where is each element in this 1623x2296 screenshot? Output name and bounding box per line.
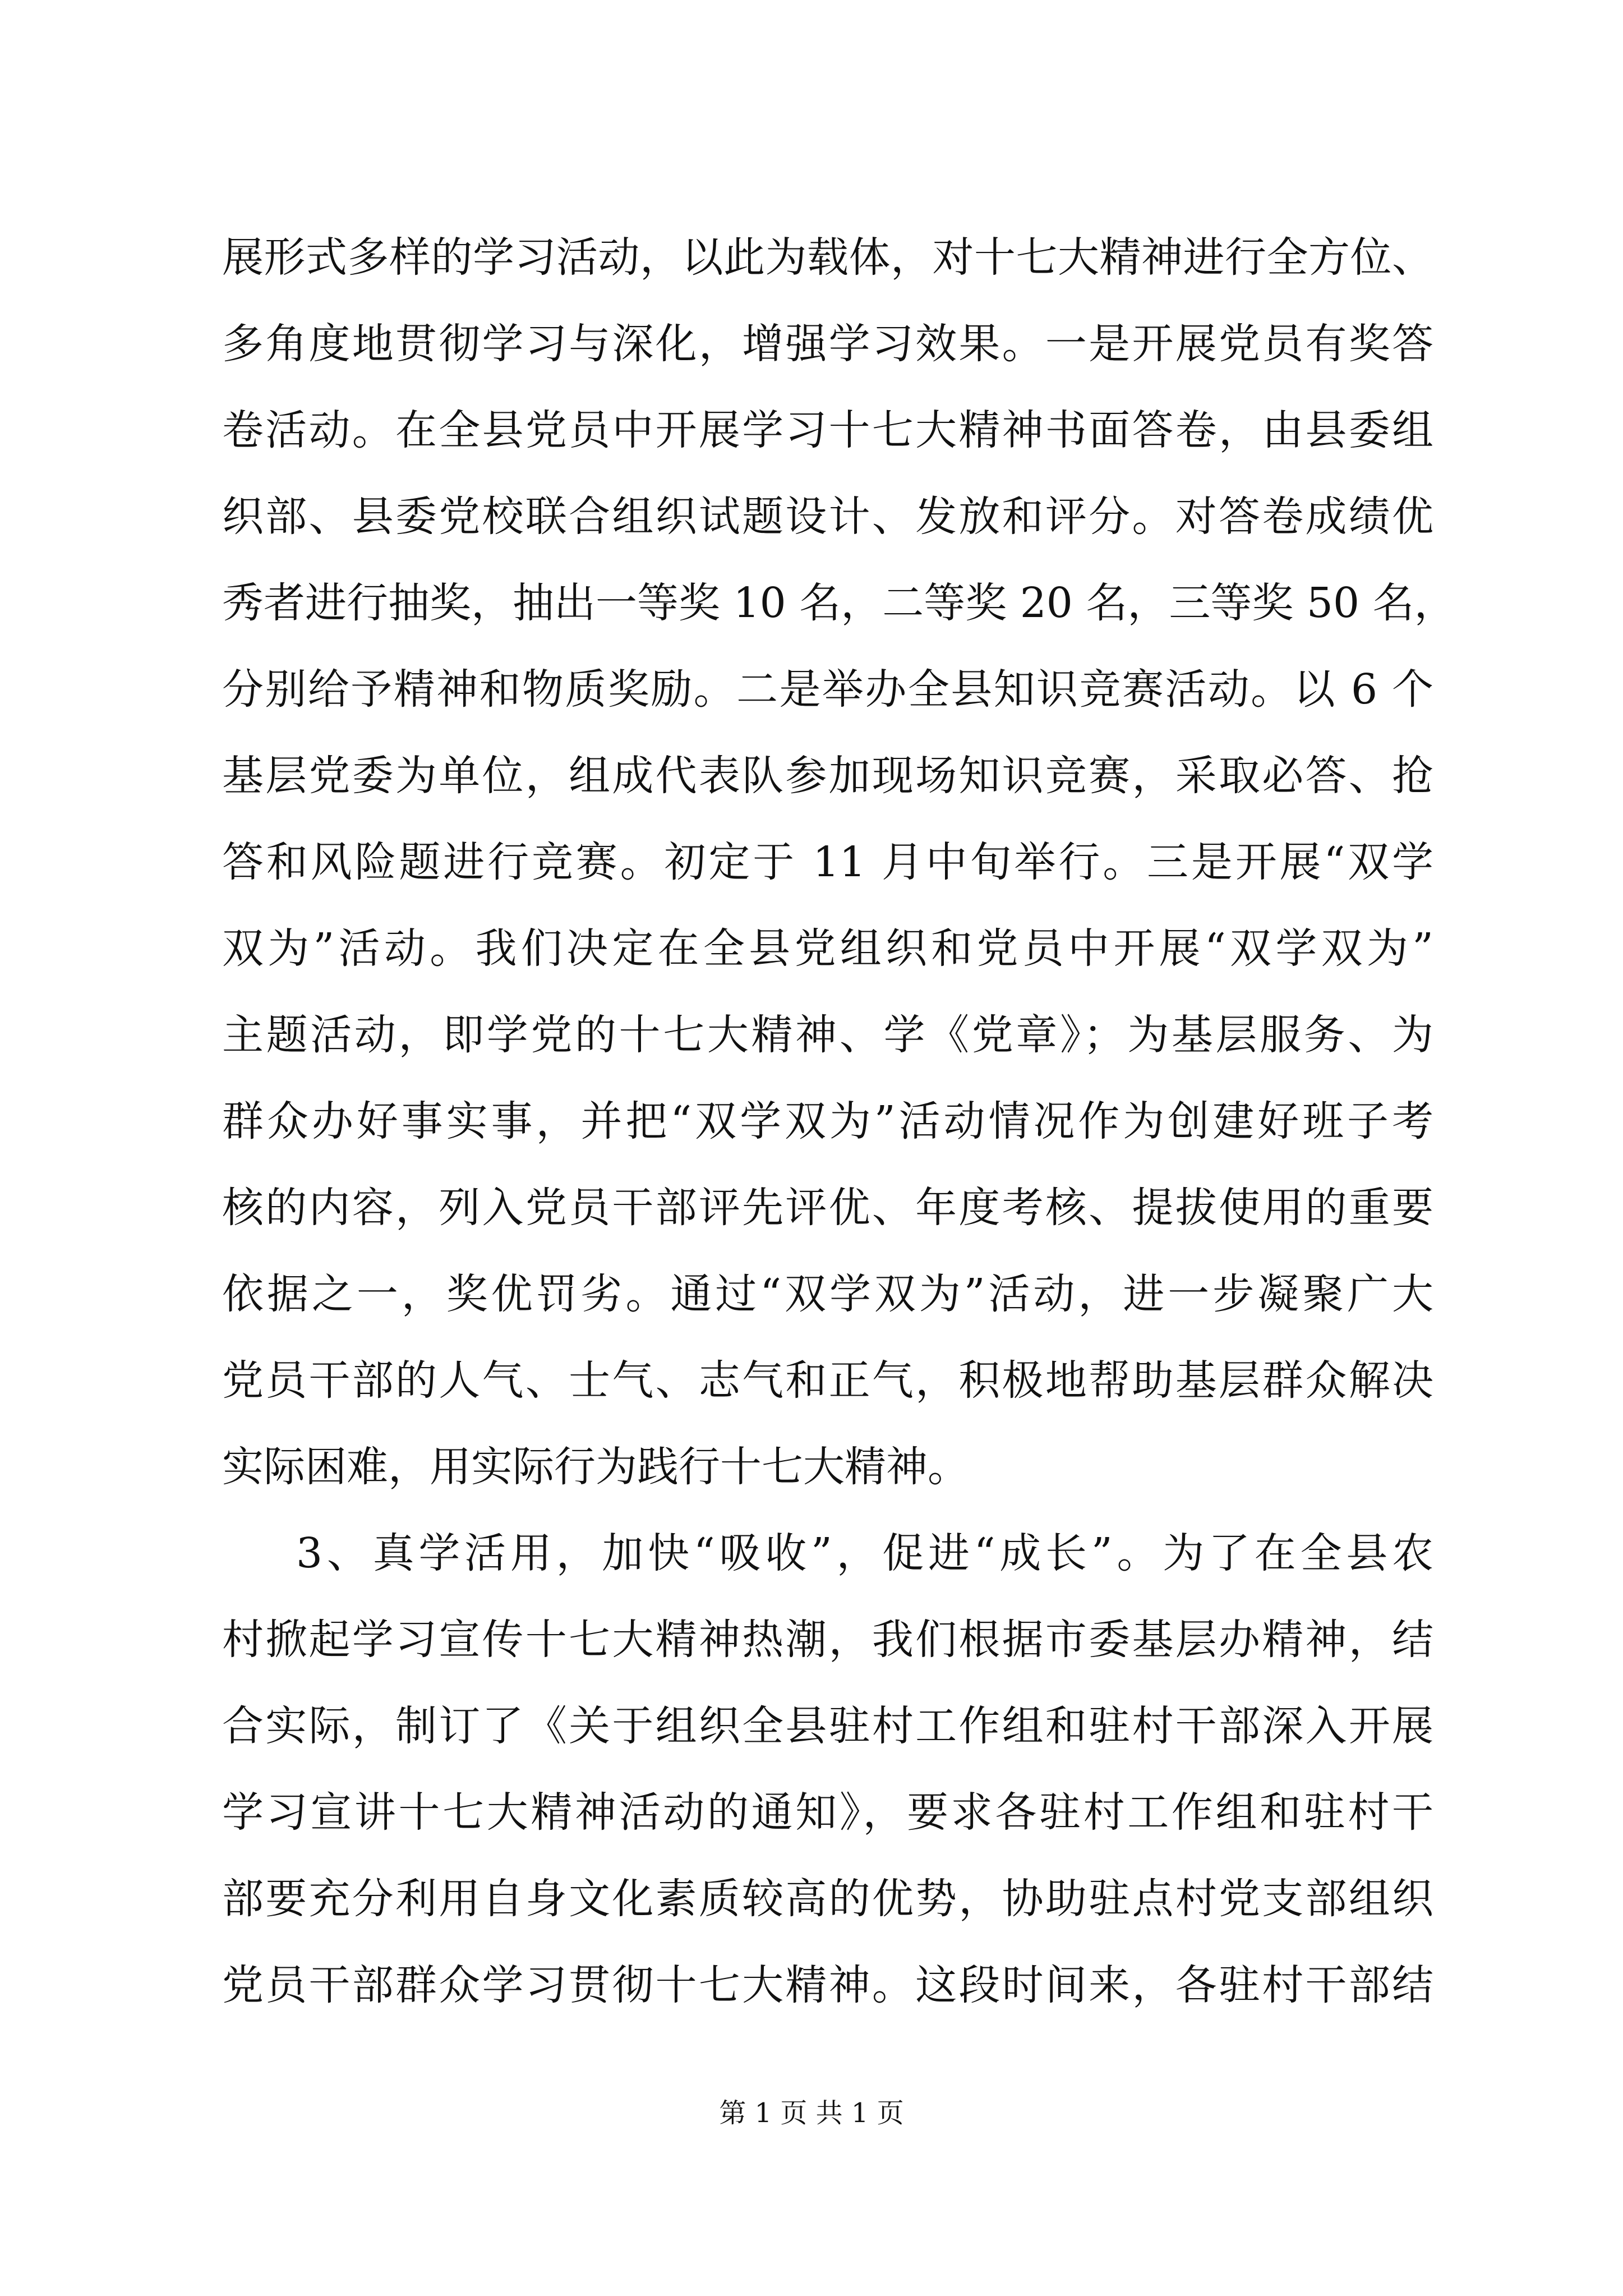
text-line: 多角度地贯彻学习与深化，增强学习效果。一是开展党员有奖答	[222, 320, 1433, 368]
text-line: 党员干部群众学习贯彻十七大精神。这段时间来，各驻村干部结	[222, 1961, 1433, 2009]
document-body	[222, 214, 1456, 2028]
text-line: 基层党委为单位，组成代表队参加现场知识竞赛，采取必答、抢	[222, 752, 1433, 800]
text-line: 核的内容，列入党员干部评先评优、年度考核、提拔使用的重要	[222, 1184, 1433, 1232]
text-line: 答和风险题进行竞赛。初定于 11 月中旬举行。三是开展“双学	[222, 838, 1433, 886]
text-line: 卷活动。在全县党员中开展学习十七大精神书面答卷，由县委组	[222, 406, 1433, 454]
text-line: 学习宣讲十七大精神活动的通知》，要求各驻村工作组和驻村干	[222, 1788, 1433, 1837]
text-line: 秀者进行抽奖，抽出一等奖 10 名，二等奖 20 名，三等奖 50 名，	[222, 579, 1456, 627]
text-line: 部要充分利用自身文化素质较高的优势，协助驻点村党支部组织	[222, 1875, 1433, 1923]
paragraph-end-line: 实际困难，用实际行为践行十七大精神。	[222, 1443, 969, 1491]
text-line: 双为”活动。我们决定在全县党组织和党员中开展“双学双为”	[222, 924, 1433, 973]
text-line: 织部、县委党校联合组织试题设计、发放和评分。对答卷成绩优	[222, 493, 1433, 541]
text-line: 分别给予精神和物质奖励。二是举办全县知识竞赛活动。以 6 个	[222, 665, 1433, 714]
text-line: 村掀起学习宣传十七大精神热潮，我们根据市委基层办精神，结	[222, 1616, 1433, 1664]
text-line: 主题活动，即学党的十七大精神、学《党章》；为基层服务、为	[222, 1011, 1433, 1059]
page-footer: 第 1 页 共 1 页	[719, 2097, 904, 2129]
text-line: 依据之一，奖优罚劣。通过“双学双为”活动，进一步凝聚广大	[222, 1270, 1433, 1318]
text-line: 党员干部的人气、士气、志气和正气，积极地帮助基层群众解决	[222, 1356, 1433, 1405]
paragraph-start-line: 3、真学活用，加快“吸收”，促进“成长”。为了在全县农	[296, 1529, 1433, 1577]
text-line: 展形式多样的学习活动，以此为载体，对十七大精神进行全方位、	[222, 233, 1433, 282]
text-line: 群众办好事实事，并把“双学双为”活动情况作为创建好班子考	[222, 1097, 1433, 1145]
text-line: 合实际，制订了《关于组织全县驻村工作组和驻村干部深入开展	[222, 1702, 1433, 1750]
